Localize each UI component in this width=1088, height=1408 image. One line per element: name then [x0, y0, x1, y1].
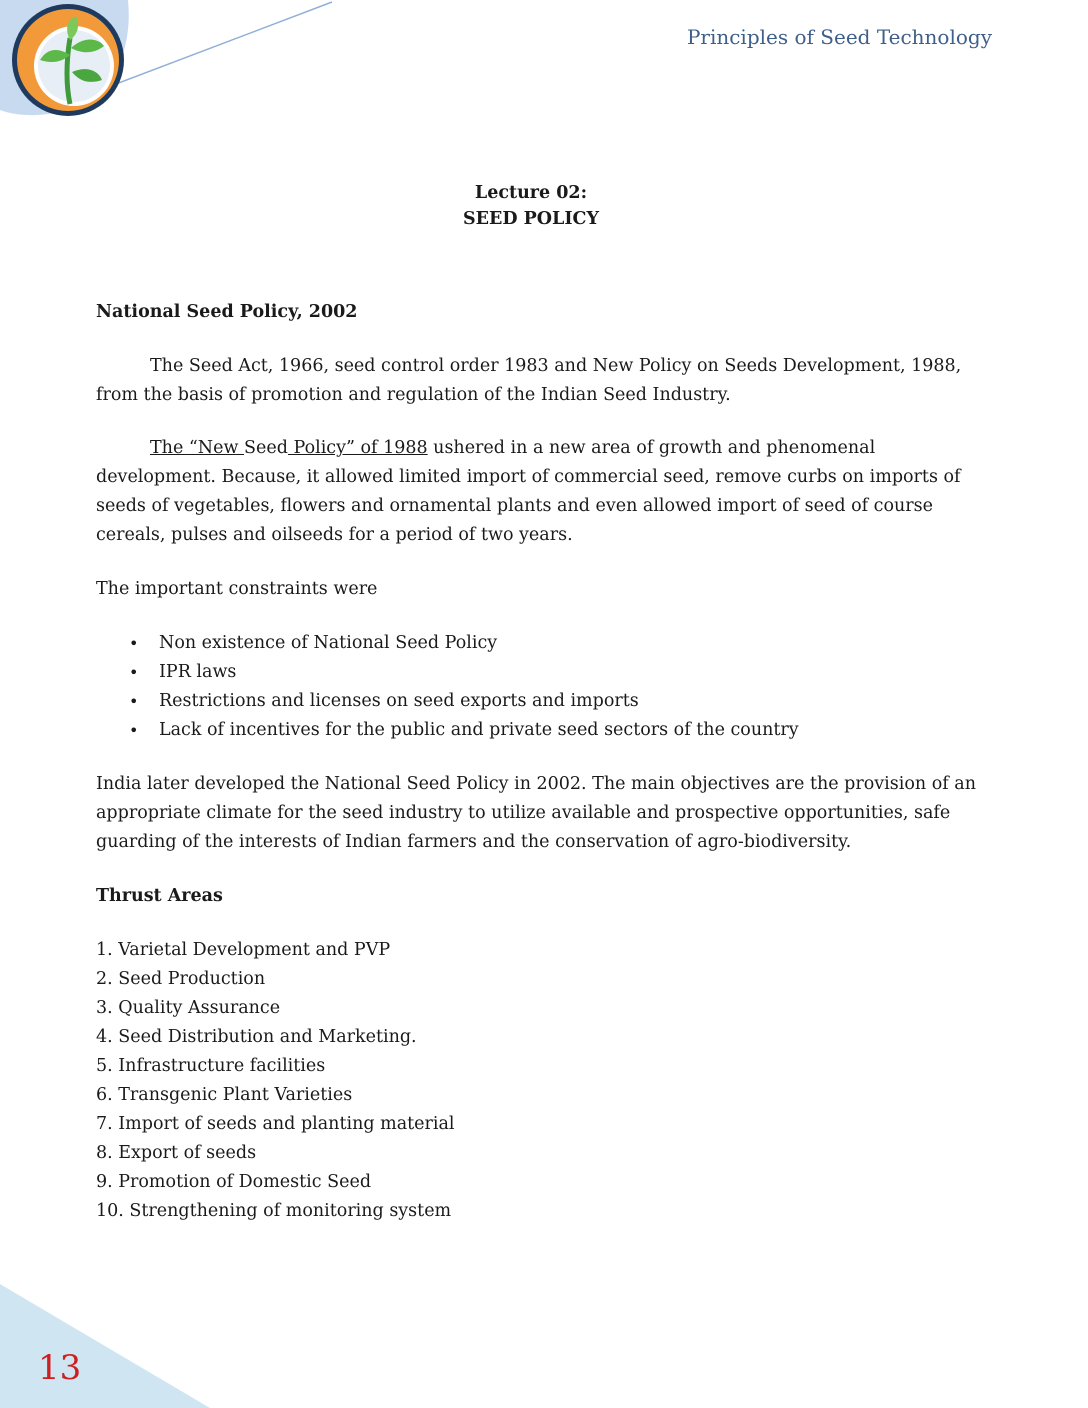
constraints-intro: The important constraints were	[96, 579, 378, 599]
logo-icon	[0, 0, 340, 130]
lecture-title: SEED POLICY	[463, 209, 599, 229]
lecture-label: Lecture 02:	[474, 183, 588, 203]
list-item: 9. Promotion of Domestic Seed	[96, 1172, 372, 1192]
header-logo-area	[0, 0, 340, 130]
list-item: • Non existence of National Seed Policy	[159, 629, 996, 658]
paragraph-new-policy-text: ushered in a new area of growth and phenomenal development. Because, it allowed limited import of commercial seed, remove curbs on imports of seeds of vegetables, flowers and ornamental plants and even allowed import of seed of course cereals, pulses and oilseeds for a period of two years.	[96, 438, 961, 545]
policy-name-plain: Seed	[244, 438, 288, 458]
list-item: 2. Seed Production	[96, 969, 266, 989]
list-item: • IPR laws	[159, 658, 996, 687]
list-item: • Lack of incentives for the public and private seed sectors of the country	[159, 716, 996, 745]
paragraph-national-policy: India later developed the National Seed Policy in 2002. The main objectives are the provision of an appropriate climate for the seed industry to utilize available and prospective opportunities, safe guarding of the interests of Indian farmers and the conservation of agro-biodiversity.	[96, 774, 976, 852]
list-item: 5. Infrastructure facilities	[96, 1056, 326, 1076]
policy-name-underlined-1: The “New	[150, 438, 245, 458]
list-item: 10. Strengthening of monitoring system	[96, 1201, 452, 1221]
paragraph-seed-act: The Seed Act, 1966, seed control order 1983 and New Policy on Seeds Development, 1988, from the basis of promotion and regulation of the Indian Seed Industry.	[96, 356, 962, 405]
corner-decoration	[0, 1272, 220, 1408]
paragraph-new-policy	[96, 434, 996, 550]
list-item: 3. Quality Assurance	[96, 998, 281, 1018]
thrust-areas-title: Thrust Areas	[96, 886, 223, 906]
constraints-list	[96, 629, 996, 745]
list-item: 8. Export of seeds	[96, 1143, 257, 1163]
list-item: 4. Seed Distribution and Marketing.	[96, 1027, 417, 1047]
page-number: 13	[38, 1348, 82, 1388]
list-item: 7. Import of seeds and planting material	[96, 1114, 455, 1134]
page-content	[96, 180, 996, 1226]
list-item: • Restrictions and licenses on seed exports and imports	[159, 687, 996, 716]
section-title: National Seed Policy, 2002	[96, 302, 358, 322]
thrust-areas-list	[96, 936, 996, 1226]
lecture-heading	[66, 180, 996, 232]
header-title: Principles of Seed Technology	[686, 25, 992, 49]
list-item: 1. Varietal Development and PVP	[96, 940, 391, 960]
policy-name-underlined-2: Policy” of 1988	[287, 438, 428, 458]
list-item: 6. Transgenic Plant Varieties	[96, 1085, 353, 1105]
